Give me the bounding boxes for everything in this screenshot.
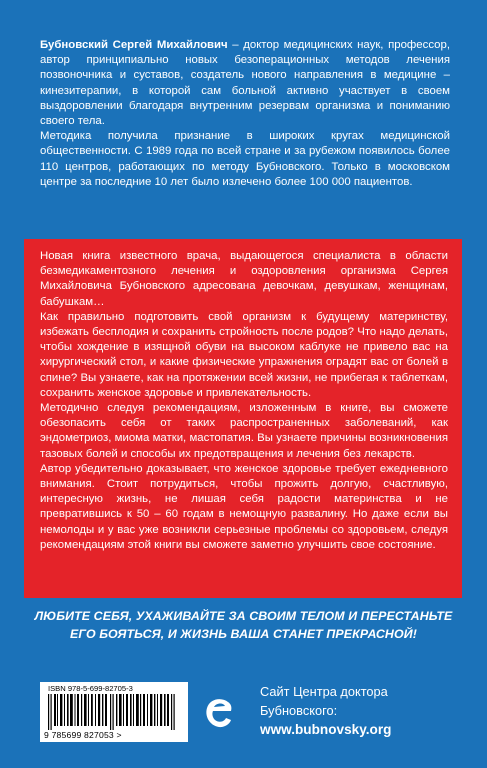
author-bio (40, 38, 450, 190)
website-caption-2: Бубновского: (260, 703, 338, 718)
publisher-logo-icon (204, 696, 234, 730)
blurb-paragraph-3: Методично следуя рекомендациям, изложенным в книге, вы сможете обезопасить себя от таких распространенных заболеваний, как эндометриоз, миома матки, мастопатия. Вы узнаете причины возникновения тазовых болей и способы их предотвращения и лечения без лекарств. (40, 402, 448, 460)
website-info (260, 682, 480, 739)
barcode-bars (46, 694, 184, 730)
bio-text: – доктор медицинских наук, профессор, автор принципиально новых безоперационных методов лечения позвоночника и суставов, создатель нового направления в медицине – кинезитерапии, в которой сам больной активно участвует в своем выздоровлении благодаря внутренним резервам организма и пониманию своего тела. (40, 39, 450, 128)
blurb-panel (24, 239, 462, 598)
barcode-digits: 9 785699 827053 > (44, 730, 122, 740)
website-caption-1: Сайт Центра доктора (260, 684, 388, 699)
barcode (40, 682, 188, 742)
blurb-paragraph-2: Как правильно подготовить свой организм к будущему материнству, избежать бесплодия и сохранить стройность после родов? Что надо делать, чтобы хождение в изящной обуви на высоком каблуке не привело вас на хирургический стол, и какие физические упражнения оградят вас от болей в спине? Вы узнаете, как на протяжении всей жизни, не прибегая к таблеткам, сохранить женское здоровье и привлекательность. (40, 310, 448, 399)
slogan-line-2: ЕГО БОЯТЬСЯ, И ЖИЗНЬ ВАША СТАНЕТ ПРЕКРАСНОЙ! (70, 627, 417, 641)
author-name: Бубновский Сергей Михайлович (40, 39, 228, 51)
bio-paragraph-1 (40, 38, 450, 129)
slogan (20, 607, 467, 643)
blurb-paragraph-4: Автор убедительно доказывает, что женское здоровье требует ежедневного внимания. Стоит потрудиться, чтобы прожить долгую, счастливую, интересную жизнь, не лишая себя радости материнства и не превратившись к 50 – 60 годам в немощную развалину. Но даже если вы немолоды и у вас уже возникли серьезные проблемы со здоровьем, следуя рекомендациям этой книги вы сможете заметно улучшить свое состояние. (40, 462, 448, 551)
bio-paragraph-2: Методика получила признание в широких кругах медицинской общественности. С 1989 года по всей стране и за рубежом появилось более 110 центров, работающих по методу Бубновского. Только в московском центре за последние 10 лет было излечено более 100 000 пациентов. (40, 130, 450, 188)
blurb-paragraph-1: Новая книга известного врача, выдающегося специалиста в области безмедикаментозного лечения и оздоровления организма Сергея Михайловича Бубновского адресована девочкам, девушкам, женщинам, бабушкам… (40, 250, 448, 308)
slogan-line-1: ЛЮБИТЕ СЕБЯ, УХАЖИВАЙТЕ ЗА СВОИМ ТЕЛОМ И ПЕРЕСТАНЬТЕ (34, 609, 453, 623)
website-url[interactable]: www.bubnovsky.org (260, 722, 392, 737)
isbn-number: ISBN 978-5-699-82705-3 (48, 684, 133, 693)
